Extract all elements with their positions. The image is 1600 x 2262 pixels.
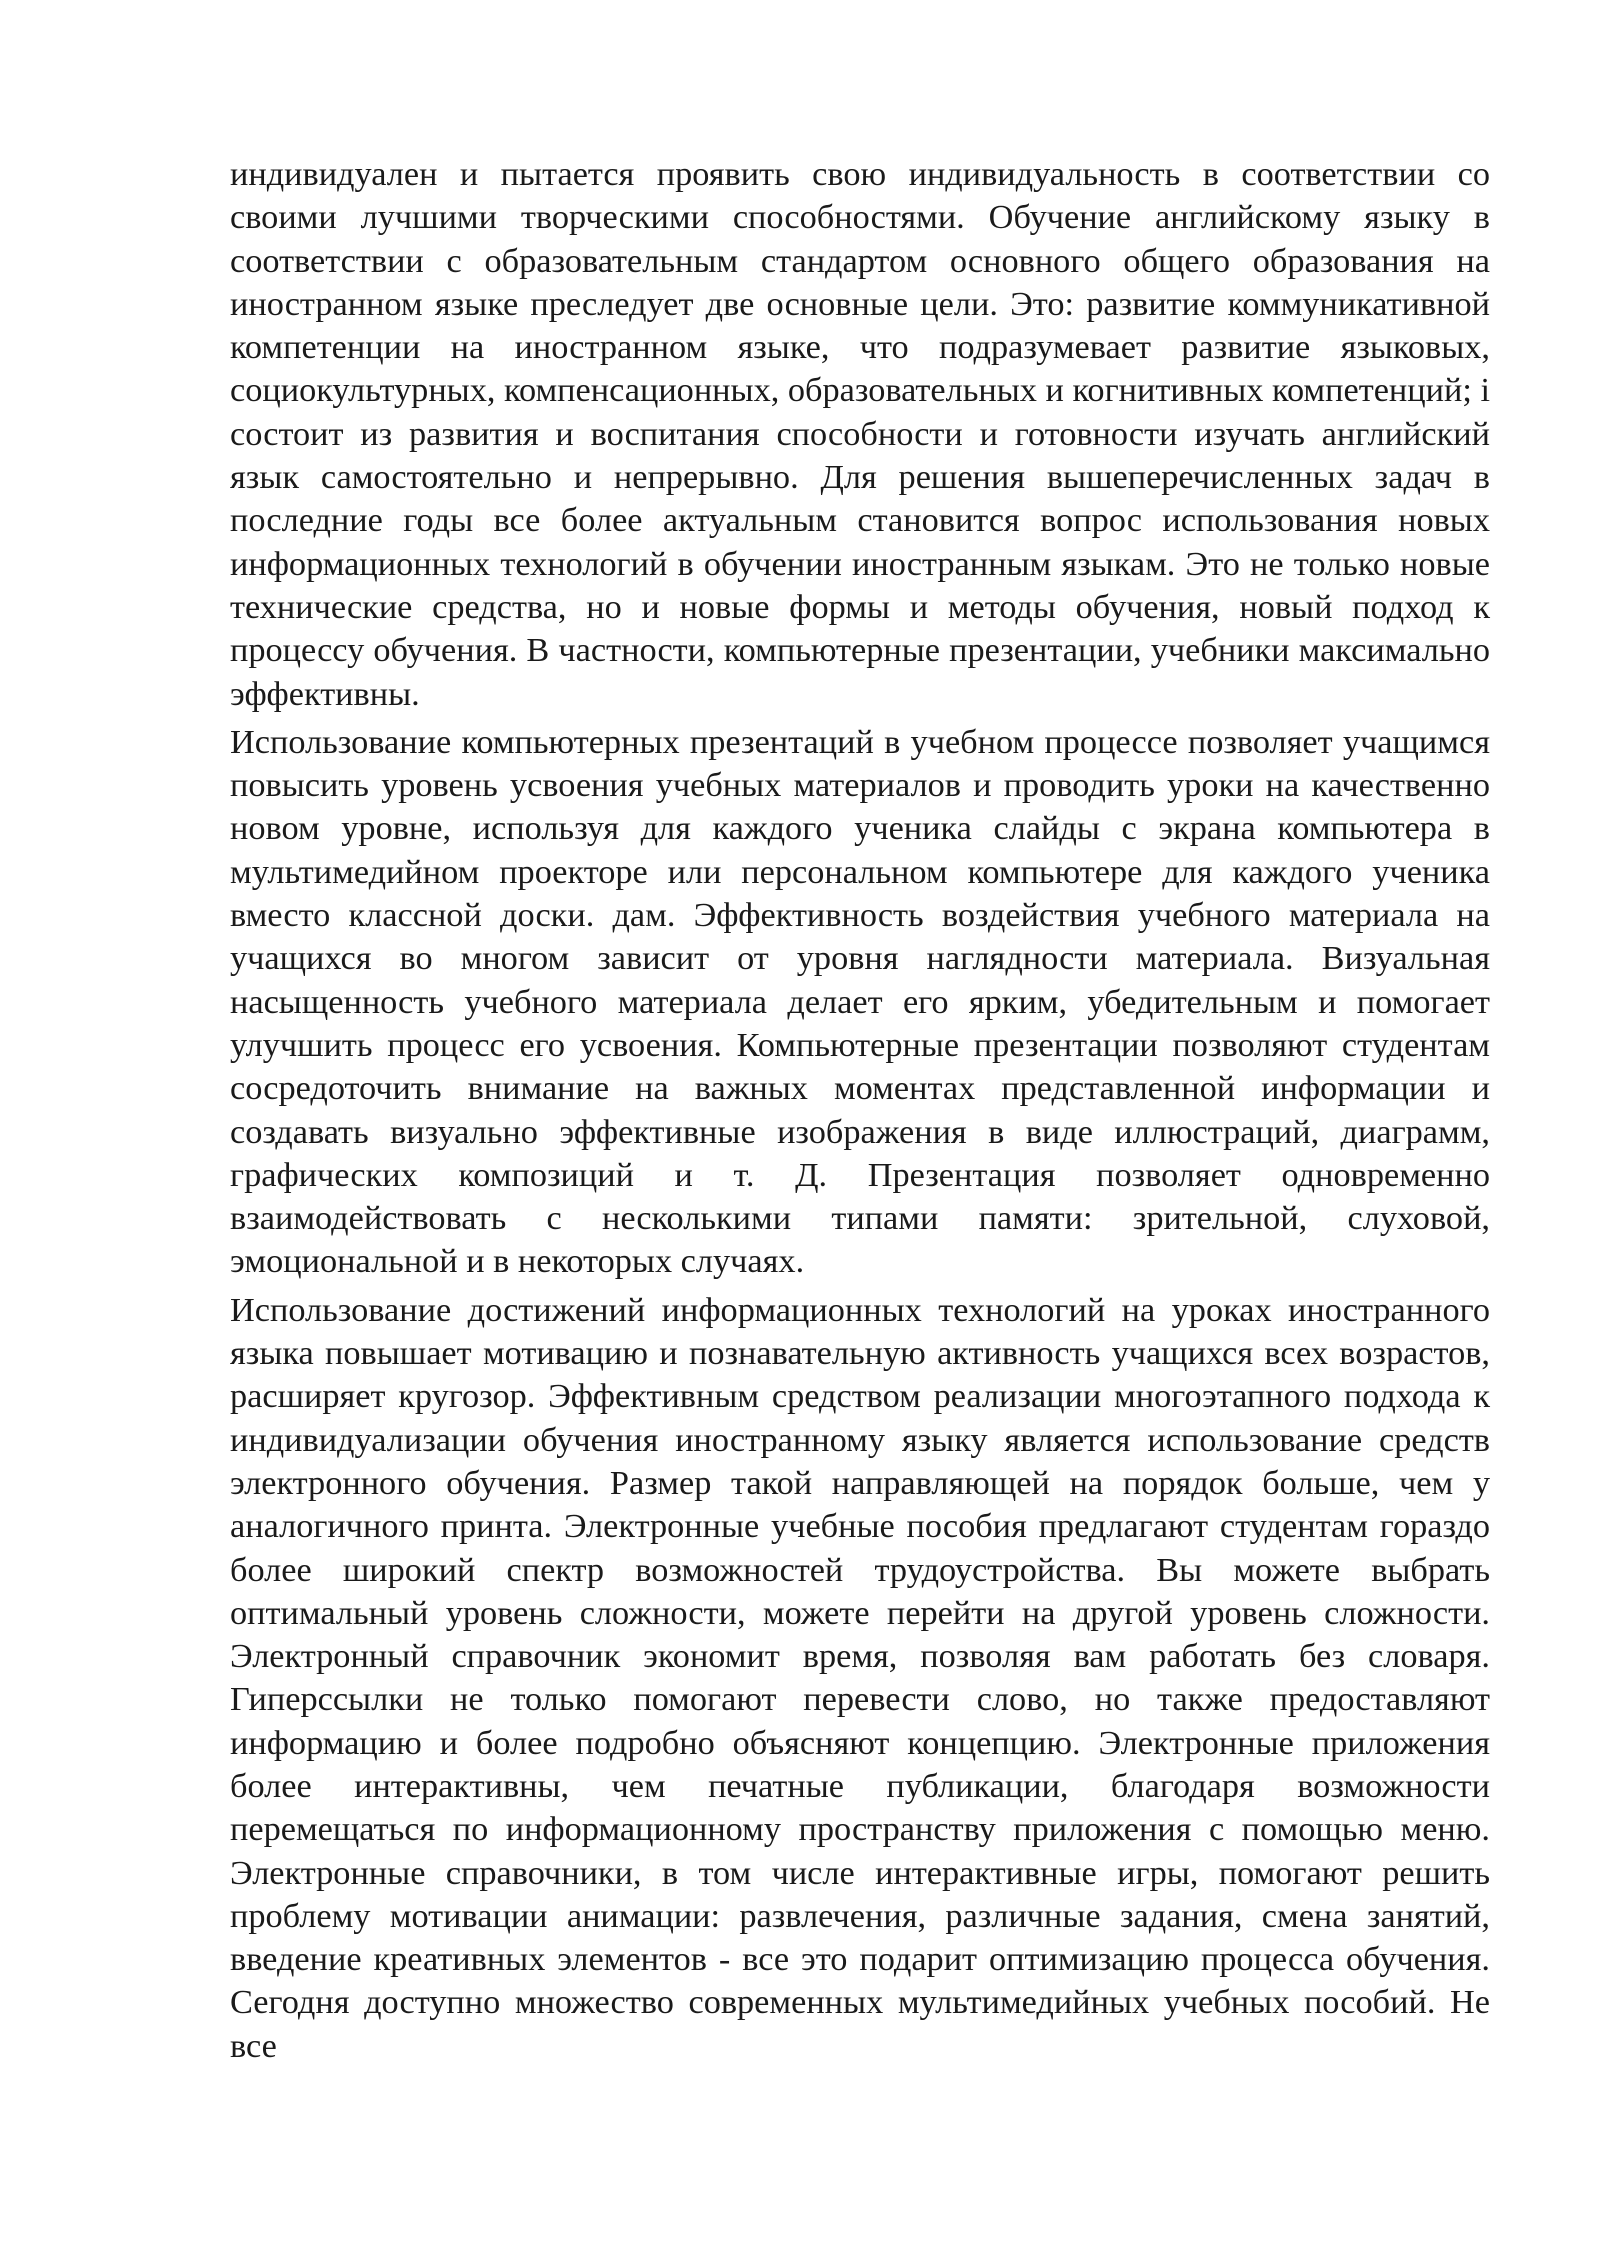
paragraph-1: индивидуален и пытается проявить свою индивидуальность в соответствии со своими лучшими творческими способностями. Обучение английскому языку в соответствии с образовательным стандартом основного общего образования на иностранном языке преследует две основные цели. Это: развитие коммуникативной компетенции на иностранном языке, что подразумевает развитие языковых, социокультурных, компенсационных, образовательных и когнитивных компетенций; i состоит из развития и воспитания способности и готовности изучать английский язык самостоятельно и непрерывно. Для решения вышеперечисленных задач в последние годы все более актуальным становится вопрос использования новых информационных технологий в обучении иностранным языкам. Это не только новые технические средства, но и новые формы и методы обучения, новый подход к процессу обучения. В частности, компьютерные презентации, учебники максимально эффективны. <box>230 155 1490 713</box>
paragraph-3: Использование достижений информационных технологий на уроках иностранного языка повышает мотивацию и познавательную активность учащихся всех возрастов, расширяет кругозор. Эффективным средством реализации многоэтапного подхода к индивидуализации обучения иностранному языку является использование средств электронного обучения. Размер такой направляющей на порядок больше, чем у аналогичного принта. Электронные учебные пособия предлагают студентам гораздо более широкий спектр возможностей трудоустройства. Вы можете выбрать оптимальный уровень сложности, можете перейти на другой уровень сложности. Электронный справочник экономит время, позволяя вам работать без словаря. Гиперссылки не только помогают перевести слово, но также предоставляют информацию и более подробно объясняют концепцию. Электронные приложения более интерактивны, чем печатные публикации, благодаря возможности перемещаться по информационному пространству приложения с помощью меню. Электронные справочники, в том числе интерактивные игры, помогают решить проблему мотивации анимации: развлечения, различные задания, смена занятий, введение креативных элементов - все это подарит оптимизацию процесса обучения. Сегодня доступно множество современных мультимедийных учебных пособий. Не все <box>230 1290 1490 2065</box>
document-body <box>230 153 1490 2068</box>
paragraph-2: Использование компьютерных презентаций в учебном процессе позволяет учащимся повысить уровень усвоения учебных материалов и проводить уроки на качественно новом уровне, используя для каждого ученика слайды с экрана компьютера в мультимедийном проекторе или персональном компьютере для каждого ученика вместо классной доски. дам. Эффективность воздействия учебного материала на учащихся во многом зависит от уровня наглядности материала. Визуальная насыщенность учебного материала делает его ярким, убедительным и помогает улучшить процесс его усвоения. Компьютерные презентации позволяют студентам сосредоточить внимание на важных моментах представленной информации и создавать визуально эффективные изображения в виде иллюстраций, диаграмм, графических композиций и т. Д. Презентация позволяет одновременно взаимодействовать с несколькими типами памяти: зрительной, слуховой, эмоциональной и в некоторых случаях. <box>230 722 1490 1281</box>
